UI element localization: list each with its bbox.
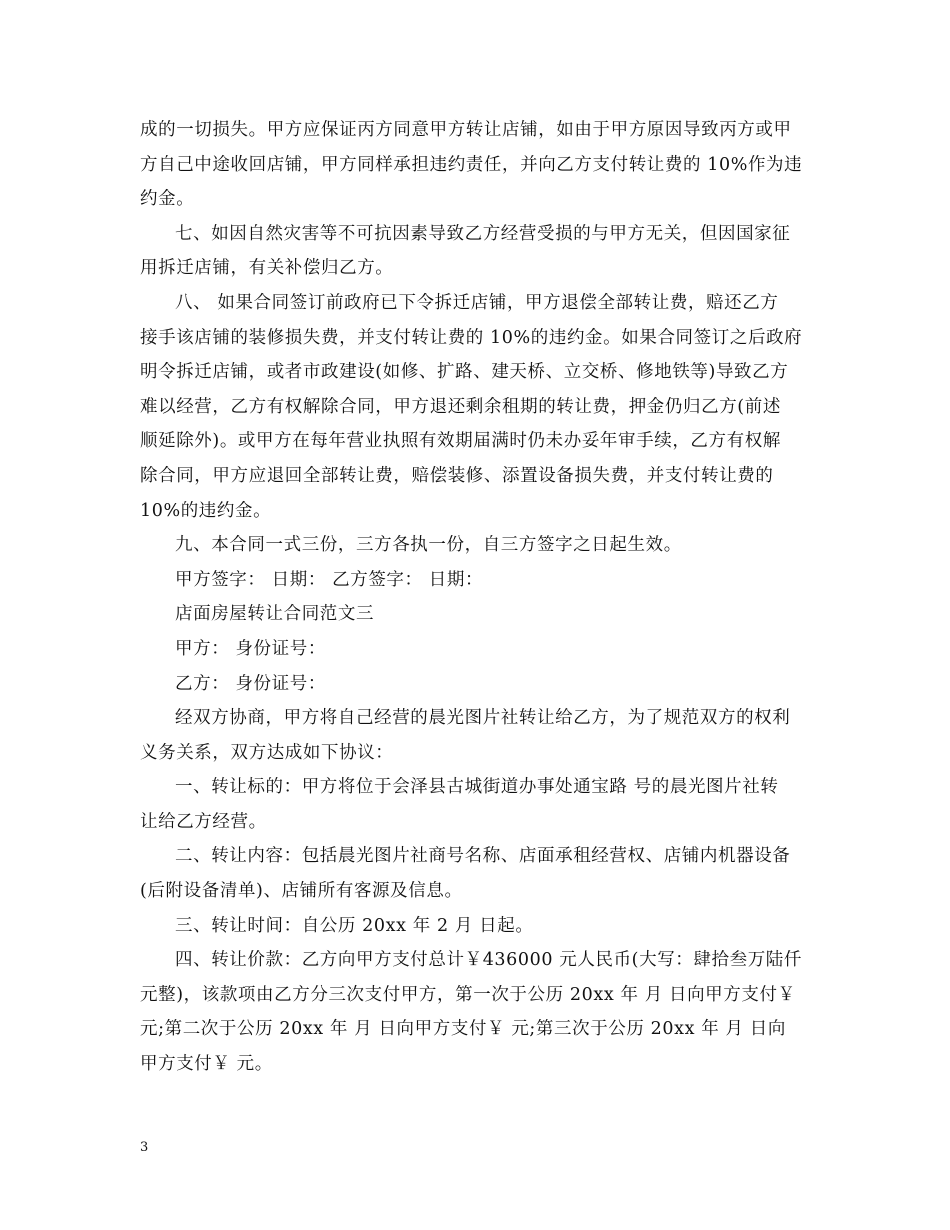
text-line: 义务关系，双方达成如下协议： [140, 742, 394, 763]
text-line: 用拆迁店铺，有关补偿归乙方。 [140, 258, 394, 279]
text-line: 店面房屋转让合同范文三 [175, 604, 375, 625]
text-line: 七、如因自然灾害等不可抗因素导致乙方经营受损的与甲方无关，但因国家征 [175, 223, 791, 244]
text-line: 二、转让内容：包括晨光图片社商号名称、店面承租经营权、店铺内机器设备 [175, 846, 791, 867]
text-line: 四、转让价款：乙方向甲方支付总计￥436000 元人民币(大写：肆拾叁万陆仟 [175, 950, 802, 971]
text-line: 10%的违约金。 [140, 500, 272, 521]
text-line: 顺延除外)。或甲方在每年营业执照有效期届满时仍未办妥年审手续，乙方有权解 [140, 431, 781, 452]
text-line: 八、 如果合同签订前政府已下令拆迁店铺，甲方退偿全部转让费，赔还乙方 [175, 292, 779, 313]
text-line: 三、转让时间：自公历 20xx 年 2 月 日起。 [175, 915, 534, 936]
text-line: 难以经营，乙方有权解除合同，甲方退还剩余租期的转让费，押金仍归乙方(前述 [140, 396, 781, 417]
text-line: 让给乙方经营。 [140, 811, 267, 832]
text-line: 成的一切损失。甲方应保证丙方同意甲方转让店铺，如由于甲方原因导致丙方或甲 [140, 120, 792, 140]
text-line: 甲方签字： 日期： 乙方签字： 日期： [175, 569, 484, 590]
text-line: 甲方支付￥ 元。 [140, 1054, 273, 1075]
text-line: 明令拆迁店铺，或者市政建设(如修、扩路、建天桥、立交桥、修地铁等)导致乙方 [140, 362, 789, 383]
text-line: 约金。 [140, 189, 195, 210]
text-line: 元;第二次于公历 20xx 年 月 日向甲方支付￥ 元;第三次于公历 20xx 年 月 日向 [140, 1019, 786, 1040]
text-line: 元整)，该款项由乙方分三次支付甲方，第一次于公历 20xx 年 月 日向甲方支付￥ [140, 984, 796, 1005]
contract-body-text [140, 113, 812, 1082]
text-line: 方自己中途收回店铺，甲方同样承担违约责任，并向乙方支付转让费的 10%作为违 [140, 154, 803, 175]
text-line: (后附设备清单)、店铺所有客源及信息。 [140, 881, 463, 902]
text-line: 一、转让标的：甲方将位于会泽县古城街道办事处通宝路 号的晨光图片社转 [175, 777, 779, 798]
text-line: 九、本合同一式三份，三方各执一份，自三方签字之日起生效。 [175, 535, 682, 556]
text-line: 甲方： 身份证号： [175, 638, 326, 659]
text-line: 乙方： 身份证号： [175, 673, 326, 694]
text-line: 除合同，甲方应退回全部转让费，赔偿装修、添置设备损失费，并支付转让费的 [140, 465, 774, 486]
page-number: 3 [140, 1140, 149, 1155]
text-line: 接手该店铺的装修损失费，并支付转让费的 10%的违约金。如果合同签订之后政府 [140, 327, 803, 348]
text-line: 经双方协商，甲方将自己经营的晨光图片社转让给乙方，为了规范双方的权利 [175, 708, 791, 729]
